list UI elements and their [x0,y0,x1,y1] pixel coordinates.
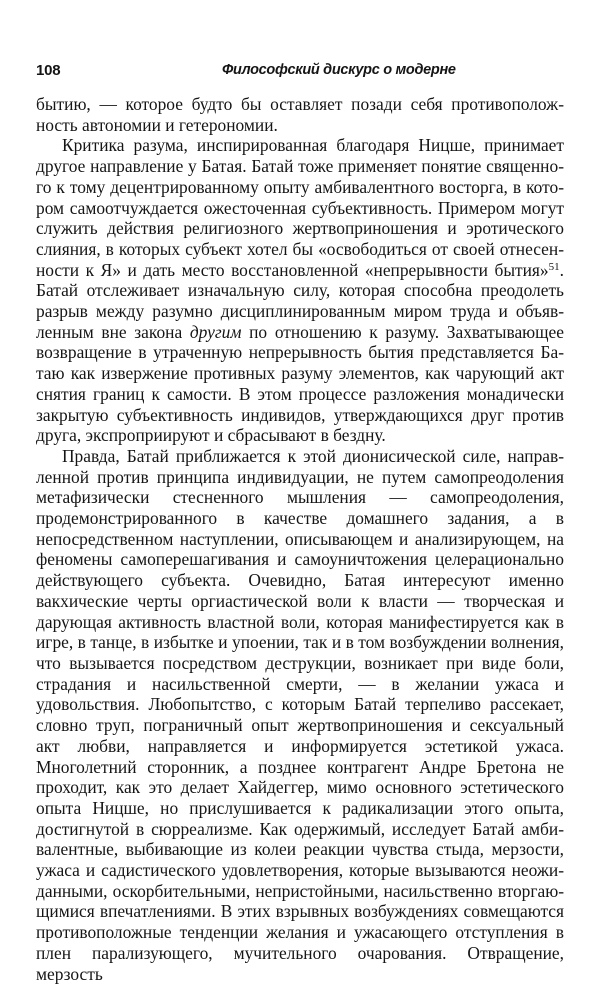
footnote-reference: 51 [548,260,560,273]
paragraph-1: бытию, — которое будто бы оставляет позади себя противоположность автономии и гетерономии. [36,94,564,135]
running-header [36,62,564,82]
paragraph-2-part-b: . Батай отслеживает изначальную силу, которая способна преодолеть разрыв между разумно дисциплинированным миром труда и объявленным вне закона [36,259,564,342]
page-body-text [36,94,564,984]
paragraph-2 [36,135,564,446]
paragraph-3: Правда, Батай приближается к этой дионисической силе, направленной против принципа индивидуации, не путем самопреодоления метафизически стесненного мышления — самопреодоления, продемонстрированного в качестве домашнего задания, а в непосредственном наступлении, описывающем и анализирующем, на феномены самоперешагивания и самоуничтожения целерационально действующего субъекта. Очевидно, Батая интересуют именно вакхические черты оргиастической воли к власти — творческая и дарующая активность властной воли, которая манифестируется как в игре, в танце, в избытке и упоении, так и в том возбуждении волнения, что вызывается посредством деструкции, возникает при виде боли, страдания и насильственной смерти, — в желании ужаса и удовольствия. Любопытство, с которым Батай терпеливо рассекает, словно труп, пограничный опыт жертвоприношения и сексуальный акт любви, направляется и информируется эстетикой ужаса. Многолетний сторонник, а позднее контрагент Андре Бретона не проходит, как это делает Хайдеггер, мимо основного эстетического опыта Ницше, но прислушивается к радикализации этого опыта, достигнутой в сюрреализме. Как одержимый, исследует Батай амбивалентные, выбивающие из колеи реакции чувства стыда, мерзости, ужаса и садистического удовлетворения, которые вызываются неожиданными, оскорбительными, непристойными, насильственно вторгающимися впечатлениями. В этих взрывных возбуждениях совмещаются противоположные тенденции желания и ужасающего отступления в плен парализующего, мучительного очарования. Отвращение, мерзость [36,445,564,984]
paragraph-2-part-c: по отношению к разуму. Захватывающее возвращение в утраченную непрерывность бытия представляется Батаю как извержение противных разуму элементов, как чарующий акт снятия границ к самости. В этом процессе разложения монадически закрытую субъективность индивидов, утверждающихся друг против друга, экспроприируют и сбрасывают в бездну. [36,321,564,446]
emphasized-word: другим [189,321,242,342]
page-number: 108 [36,62,61,79]
running-title: Философский дискурс о модерне [222,62,456,78]
paragraph-2-part-a: Критика разума, инспирированная благодаря Ницше, принимает другое направление у Батая. Батай тоже применяет понятие священного к тому децентрированному опыту амбивалентного восторга, в котором самоотчуждается ожесточенная субъективность. Примером могут служить действия религиозного жертвоприношения и эротического слияния, в которых субъект хотел бы «освободиться от своей отнесенности к Я» и дать место восстановленной «непрерывности бытия» [36,135,564,280]
